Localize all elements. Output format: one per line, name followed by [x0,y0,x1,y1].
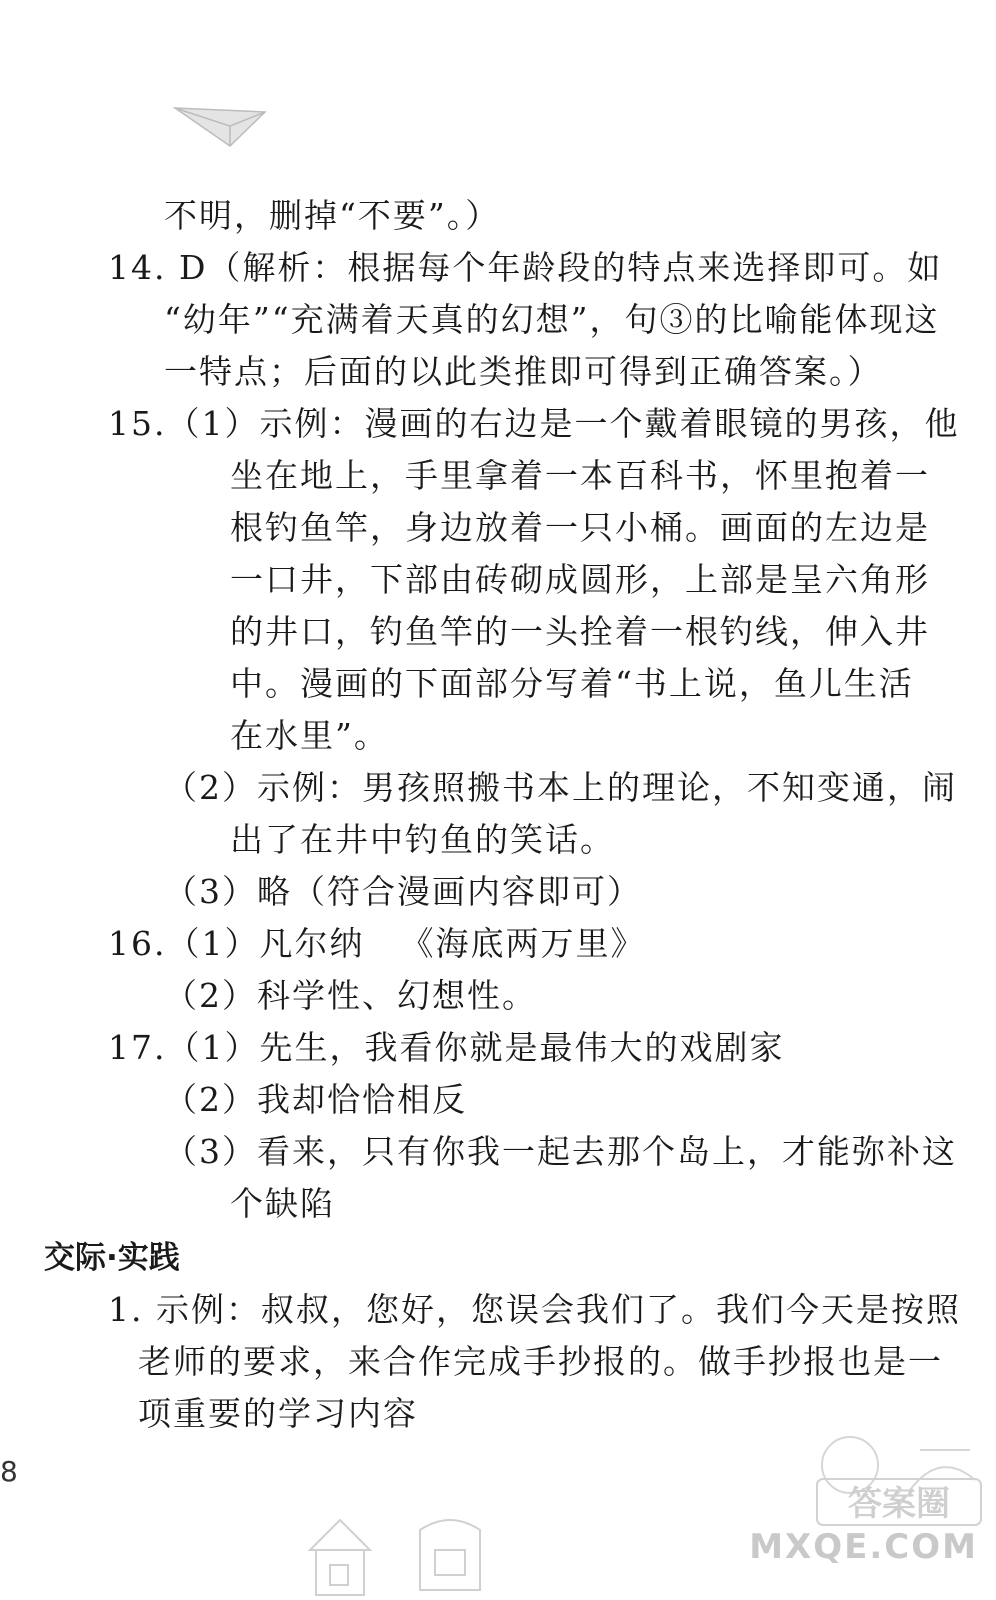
text-line: 一口井，下部由砖砌成圆形，上部是呈六角形 [230,560,930,599]
text-line: 根钓鱼竿，身边放着一只小桶。画面的左边是 [230,508,930,547]
practice-answer-1: 1. 示例：叔叔，您好，您误会我们了。我们今天是按照 [108,1290,961,1329]
text-line: 坐在地上，手里拿着一本百科书，怀里抱着一 [230,456,930,495]
text-line: 项重要的学习内容 [138,1394,418,1433]
section-heading: 交际·实践 [44,1240,180,1276]
answer-17-1: 17.（1）先生，我看你就是最伟大的戏剧家 [108,1028,785,1067]
answer-15-3: （3）略（符合漫画内容即可） [164,872,642,911]
answer-17-3: （3）看来，只有你我一起去那个岛上，才能弥补这 [164,1132,957,1171]
answer-15-1: 15.（1）示例：漫画的右边是一个戴着眼镜的男孩，他 [108,404,960,443]
answer-17-2: （2）我却恰恰相反 [164,1080,467,1119]
page-number: 8 [0,1455,18,1488]
paper-plane-icon [170,98,270,158]
text-line: 的井口，钓鱼竿的一头拴着一根钓线，伸入井 [230,612,930,651]
text-line: 不明，删掉“不要”。） [164,196,501,235]
answer-16-1 [108,924,645,964]
answer-16-author: 16.（1）凡尔纳 [108,924,365,963]
text-line: “幼年”“充满着天真的幻想”，句③的比喻能体现这 [164,300,940,339]
watermark-logo [815,1475,985,1530]
text-line: 出了在井中钓鱼的笑话。 [230,820,615,859]
text-line: 个缺陷 [230,1184,335,1223]
text-line: 在水里”。 [230,716,389,755]
answer-14: 14. D（解析：根据每个年龄段的特点来选择即可。如 [108,248,943,287]
answer-16-book: 《海底两万里》 [400,924,646,963]
watermark-text: MXQE.COM [749,1527,978,1567]
house-illustration-icon [290,1490,510,1600]
answer-16-2: （2）科学性、幻想性。 [164,976,537,1015]
text-line: 中。漫画的下面部分写着“书上说，鱼儿生活 [230,664,914,703]
text-line: 一特点；后面的以此类推即可得到正确答案。） [164,352,883,391]
svg-text:答案圈: 答案圈 [848,1484,950,1524]
text-line: 老师的要求，来合作完成手抄报的。做手抄报也是一 [138,1342,943,1381]
answer-15-2: （2）示例：男孩照搬书本上的理论，不知变通，闹 [164,768,957,807]
